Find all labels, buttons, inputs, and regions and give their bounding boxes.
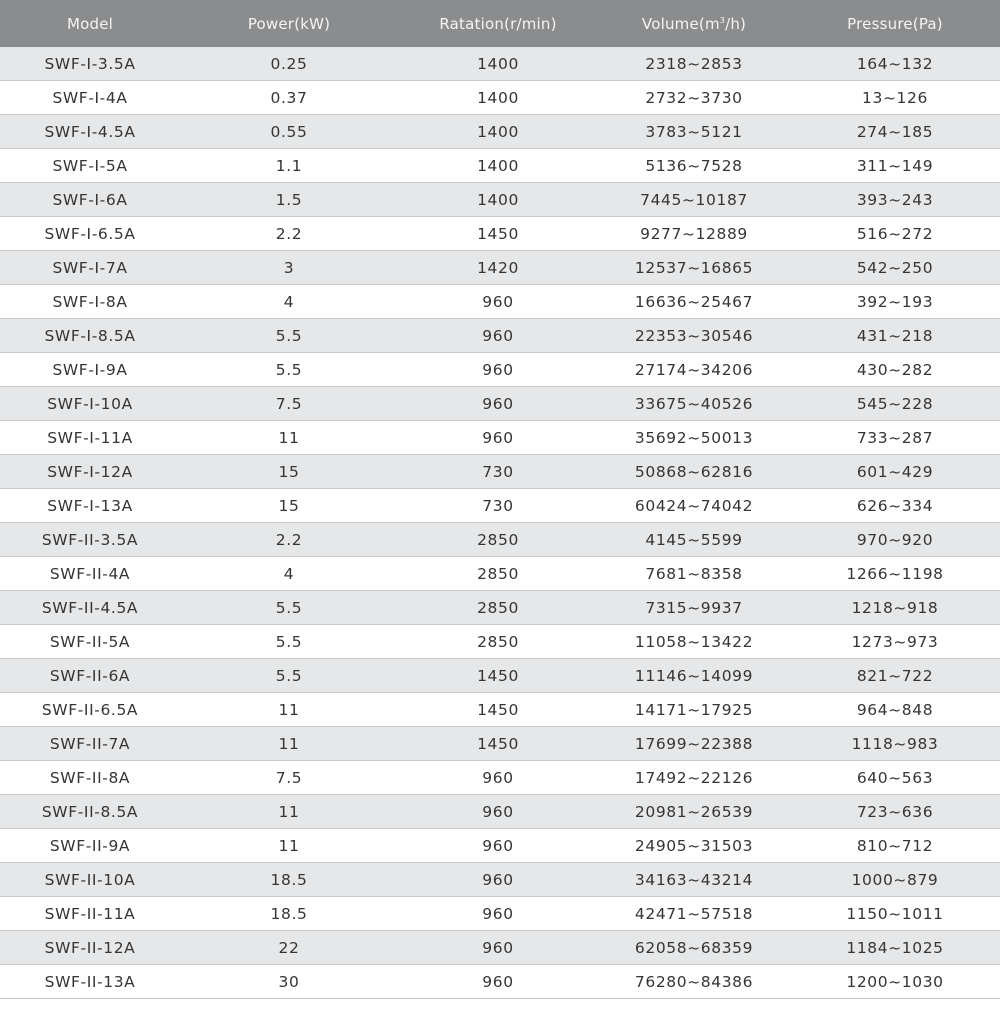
cell-model: SWF-I-8.5A [0,319,180,353]
cell-model: SWF-I-13A [0,489,180,523]
cell-power: 5.5 [180,353,398,387]
table-row [0,251,1000,285]
cell-model: SWF-II-7A [0,727,180,761]
cell-model: SWF-II-4A [0,557,180,591]
cell-power: 7.5 [180,387,398,421]
cell-power: 1.5 [180,183,398,217]
cell-volume: 34163~43214 [598,863,790,897]
table-row [0,523,1000,557]
cell-model: SWF-I-8A [0,285,180,319]
cell-model: SWF-I-6.5A [0,217,180,251]
cell-model: SWF-II-11A [0,897,180,931]
cell-pressure: 723~636 [790,795,1000,829]
cell-pressure: 601~429 [790,455,1000,489]
cell-volume: 7681~8358 [598,557,790,591]
cell-pressure: 1273~973 [790,625,1000,659]
cell-volume: 2732~3730 [598,81,790,115]
cell-pressure: 274~185 [790,115,1000,149]
cell-model: SWF-II-4.5A [0,591,180,625]
cell-rotation: 1450 [398,659,598,693]
table-row [0,659,1000,693]
header-volume [598,0,790,47]
cell-pressure: 1200~1030 [790,965,1000,999]
cell-model: SWF-II-8A [0,761,180,795]
cell-power: 0.37 [180,81,398,115]
table-row [0,455,1000,489]
header-model: Model [0,0,180,47]
table-row [0,863,1000,897]
cell-volume: 14171~17925 [598,693,790,727]
table-row [0,829,1000,863]
cell-rotation: 1420 [398,251,598,285]
cell-volume: 11146~14099 [598,659,790,693]
cell-model: SWF-II-10A [0,863,180,897]
table-row [0,931,1000,965]
table-row [0,81,1000,115]
table-row [0,421,1000,455]
cell-pressure: 821~722 [790,659,1000,693]
cell-pressure: 964~848 [790,693,1000,727]
cell-volume: 17699~22388 [598,727,790,761]
cell-volume: 27174~34206 [598,353,790,387]
cell-model: SWF-II-12A [0,931,180,965]
cell-power: 1.1 [180,149,398,183]
cell-rotation: 2850 [398,591,598,625]
cell-rotation: 730 [398,489,598,523]
cell-rotation: 1450 [398,693,598,727]
cell-volume: 5136~7528 [598,149,790,183]
cell-pressure: 393~243 [790,183,1000,217]
header-power: Power(kW) [180,0,398,47]
cell-power: 11 [180,795,398,829]
cell-volume: 20981~26539 [598,795,790,829]
cell-volume: 12537~16865 [598,251,790,285]
cell-power: 22 [180,931,398,965]
table-row [0,897,1000,931]
cell-volume: 33675~40526 [598,387,790,421]
cell-rotation: 960 [398,795,598,829]
cell-volume: 60424~74042 [598,489,790,523]
table-row [0,115,1000,149]
table-row [0,965,1000,999]
cell-power: 5.5 [180,659,398,693]
cell-model: SWF-II-3.5A [0,523,180,557]
cell-model: SWF-II-6A [0,659,180,693]
cell-model: SWF-I-5A [0,149,180,183]
table-row [0,387,1000,421]
table-row [0,625,1000,659]
cell-volume: 3783~5121 [598,115,790,149]
table-row [0,591,1000,625]
cell-volume: 16636~25467 [598,285,790,319]
cell-rotation: 1450 [398,727,598,761]
cell-power: 3 [180,251,398,285]
cell-power: 7.5 [180,761,398,795]
cell-model: SWF-I-11A [0,421,180,455]
cell-rotation: 960 [398,761,598,795]
header-pressure: Pressure(Pa) [790,0,1000,47]
cell-pressure: 164~132 [790,47,1000,81]
table-body [0,47,1000,999]
cell-model: SWF-II-13A [0,965,180,999]
cell-power: 11 [180,829,398,863]
table-row [0,149,1000,183]
cell-power: 15 [180,455,398,489]
cell-volume: 24905~31503 [598,829,790,863]
cell-model: SWF-I-9A [0,353,180,387]
cell-power: 18.5 [180,897,398,931]
cell-pressure: 311~149 [790,149,1000,183]
cell-volume: 7315~9937 [598,591,790,625]
cell-power: 5.5 [180,591,398,625]
cell-model: SWF-I-12A [0,455,180,489]
cell-model: SWF-II-9A [0,829,180,863]
header-volume-suffix: /h) [725,14,747,33]
cell-volume: 22353~30546 [598,319,790,353]
cell-pressure: 1118~983 [790,727,1000,761]
cell-volume: 62058~68359 [598,931,790,965]
cell-pressure: 640~563 [790,761,1000,795]
header-volume-prefix: Volume(m [641,14,720,33]
cell-pressure: 431~218 [790,319,1000,353]
cell-power: 5.5 [180,625,398,659]
cell-pressure: 1184~1025 [790,931,1000,965]
cell-pressure: 1218~918 [790,591,1000,625]
cell-model: SWF-I-10A [0,387,180,421]
table-row [0,47,1000,81]
cell-power: 11 [180,421,398,455]
cell-pressure: 516~272 [790,217,1000,251]
cell-volume: 35692~50013 [598,421,790,455]
table-row [0,693,1000,727]
cell-model: SWF-II-5A [0,625,180,659]
cell-volume: 9277~12889 [598,217,790,251]
cell-model: SWF-II-6.5A [0,693,180,727]
cell-pressure: 13~126 [790,81,1000,115]
cell-pressure: 626~334 [790,489,1000,523]
cell-volume: 7445~10187 [598,183,790,217]
cell-power: 30 [180,965,398,999]
cell-rotation: 960 [398,829,598,863]
header-rotation: Ratation(r/min) [398,0,598,47]
cell-rotation: 1450 [398,217,598,251]
cell-rotation: 960 [398,353,598,387]
cell-power: 2.2 [180,523,398,557]
cell-pressure: 392~193 [790,285,1000,319]
cell-rotation: 960 [398,285,598,319]
table-row [0,285,1000,319]
cell-rotation: 960 [398,897,598,931]
cell-pressure: 810~712 [790,829,1000,863]
cell-pressure: 542~250 [790,251,1000,285]
cell-power: 5.5 [180,319,398,353]
cell-rotation: 730 [398,455,598,489]
table-row [0,489,1000,523]
cell-power: 2.2 [180,217,398,251]
cell-rotation: 960 [398,863,598,897]
cell-rotation: 1400 [398,81,598,115]
cell-rotation: 960 [398,319,598,353]
table-header [0,0,1000,47]
cell-volume: 2318~2853 [598,47,790,81]
cell-volume: 42471~57518 [598,897,790,931]
header-row [0,0,1000,47]
cell-rotation: 1400 [398,47,598,81]
table-row [0,217,1000,251]
cell-pressure: 1000~879 [790,863,1000,897]
cell-rotation: 960 [398,931,598,965]
cell-pressure: 733~287 [790,421,1000,455]
table-row [0,319,1000,353]
table-row [0,795,1000,829]
cell-power: 4 [180,285,398,319]
table-row [0,183,1000,217]
cell-volume: 76280~84386 [598,965,790,999]
cell-volume: 11058~13422 [598,625,790,659]
cell-model: SWF-I-6A [0,183,180,217]
table-row [0,761,1000,795]
cell-pressure: 970~920 [790,523,1000,557]
cell-pressure: 545~228 [790,387,1000,421]
cell-model: SWF-I-3.5A [0,47,180,81]
cell-model: SWF-I-7A [0,251,180,285]
cell-rotation: 1400 [398,149,598,183]
cell-rotation: 1400 [398,115,598,149]
header-volume-sup: 3 [719,15,726,25]
cell-volume: 50868~62816 [598,455,790,489]
cell-pressure: 1150~1011 [790,897,1000,931]
cell-power: 11 [180,727,398,761]
cell-model: SWF-I-4A [0,81,180,115]
cell-rotation: 960 [398,421,598,455]
cell-rotation: 2850 [398,557,598,591]
cell-power: 4 [180,557,398,591]
cell-model: SWF-I-4.5A [0,115,180,149]
cell-power: 0.25 [180,47,398,81]
cell-power: 15 [180,489,398,523]
cell-power: 11 [180,693,398,727]
cell-rotation: 1400 [398,183,598,217]
cell-pressure: 430~282 [790,353,1000,387]
table-row [0,353,1000,387]
cell-rotation: 2850 [398,625,598,659]
cell-power: 0.55 [180,115,398,149]
cell-volume: 17492~22126 [598,761,790,795]
cell-power: 18.5 [180,863,398,897]
table-row [0,727,1000,761]
cell-pressure: 1266~1198 [790,557,1000,591]
cell-rotation: 960 [398,965,598,999]
cell-model: SWF-II-8.5A [0,795,180,829]
table-row [0,557,1000,591]
cell-volume: 4145~5599 [598,523,790,557]
cell-rotation: 960 [398,387,598,421]
cell-rotation: 2850 [398,523,598,557]
